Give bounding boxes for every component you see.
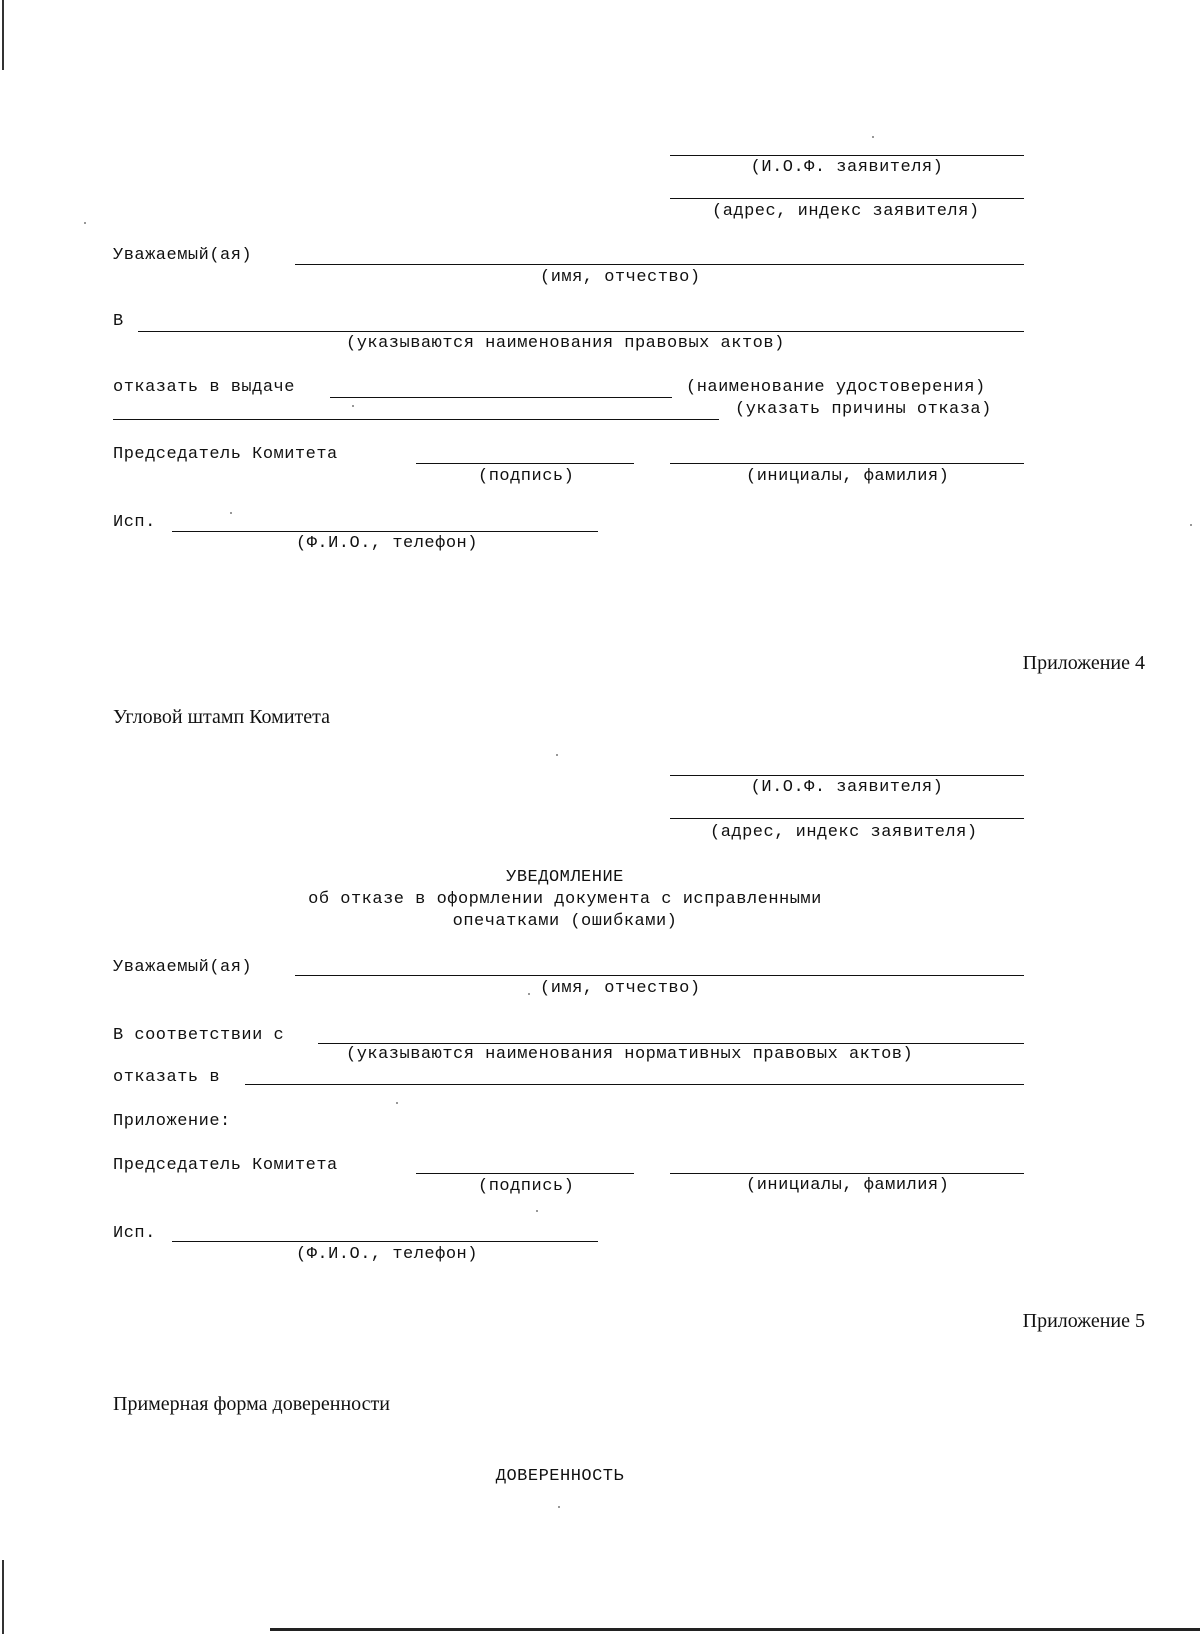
notice-title: УВЕДОМЛЕНИЕ <box>506 868 624 887</box>
scan-speck <box>872 136 874 138</box>
scan-speck <box>556 754 558 756</box>
refuse-issue-label: отказать в выдаче <box>113 378 295 397</box>
appendix-4-heading: Приложение 4 <box>1022 652 1145 674</box>
refuse-label: отказать в <box>113 1068 221 1087</box>
reason-line <box>113 419 719 420</box>
normative-acts-caption: (указываются наименования нормативных правовых актов) <box>346 1045 914 1064</box>
legal-acts-line <box>138 331 1024 332</box>
applicant-name-line <box>670 155 1024 156</box>
refuse-issue-line <box>330 397 672 398</box>
scan-bottom-edge <box>270 1628 1200 1631</box>
power-of-attorney-form-label: Примерная форма доверенности <box>113 1393 390 1415</box>
name-caption: (имя, отчество) <box>540 268 701 287</box>
applicant-address-caption: (адрес, индекс заявителя) <box>712 202 980 221</box>
applicant-address-line <box>670 198 1024 199</box>
executor-caption: (Ф.И.О., телефон) <box>296 534 478 553</box>
initials-line <box>670 463 1024 464</box>
initials-line <box>670 1173 1024 1174</box>
initials-caption: (инициалы, фамилия) <box>746 467 950 486</box>
dear-name-line <box>295 264 1024 265</box>
dear-name-line <box>295 975 1024 976</box>
executor-label: Исп. <box>113 1224 156 1243</box>
scan-speck <box>536 1210 538 1212</box>
scan-speck <box>1190 524 1192 526</box>
legal-acts-caption: (указываются наименования правовых актов) <box>346 334 785 353</box>
applicant-address-line <box>670 818 1024 819</box>
scan-edge-mark <box>2 0 4 70</box>
executor-line <box>172 531 598 532</box>
scan-speck <box>230 512 232 514</box>
dear-label: Уважаемый(ая) <box>113 246 253 265</box>
applicant-name-caption: (И.О.Ф. заявителя) <box>750 158 944 177</box>
dear-label: Уважаемый(ая) <box>113 958 253 977</box>
notice-subtitle-line-2: опечатками (ошибками) <box>452 912 678 931</box>
applicant-name-line <box>670 775 1024 776</box>
signature-line <box>416 1173 634 1174</box>
executor-line <box>172 1241 598 1242</box>
scan-speck <box>396 1102 398 1104</box>
applicant-address-caption: (адрес, индекс заявителя) <box>710 823 978 842</box>
accordance-label: В соответствии с <box>113 1026 285 1045</box>
signature-caption: (подпись) <box>478 467 575 486</box>
scan-speck <box>84 222 86 224</box>
corner-stamp-label: Угловой штамп Комитета <box>113 706 331 728</box>
notice-subtitle-line-1: об отказе в оформлении документа с исправленными <box>308 890 822 909</box>
refuse-line <box>245 1084 1024 1085</box>
scan-speck <box>528 993 530 995</box>
scan-speck <box>558 1506 560 1508</box>
executor-label: Исп. <box>113 513 156 532</box>
certificate-caption: (наименование удостоверения) <box>686 378 986 397</box>
name-caption: (имя, отчество) <box>540 979 701 998</box>
reason-caption: (указать причины отказа) <box>735 400 992 419</box>
power-of-attorney-title: ДОВЕРЕННОСТЬ <box>495 1467 625 1486</box>
appendix-5-heading: Приложение 5 <box>1022 1310 1145 1332</box>
in-label: В <box>113 312 124 331</box>
normative-acts-line <box>318 1043 1024 1044</box>
initials-caption: (инициалы, фамилия) <box>746 1176 950 1195</box>
signature-line <box>416 463 634 464</box>
chairman-label: Председатель Комитета <box>113 445 338 464</box>
executor-caption: (Ф.И.О., телефон) <box>296 1245 478 1264</box>
chairman-label: Председатель Комитета <box>113 1156 338 1175</box>
scan-edge-mark <box>2 1560 4 1634</box>
attachment-label: Приложение: <box>113 1112 231 1131</box>
scan-speck <box>352 405 354 407</box>
applicant-name-caption: (И.О.Ф. заявителя) <box>750 778 944 797</box>
signature-caption: (подпись) <box>478 1177 575 1196</box>
